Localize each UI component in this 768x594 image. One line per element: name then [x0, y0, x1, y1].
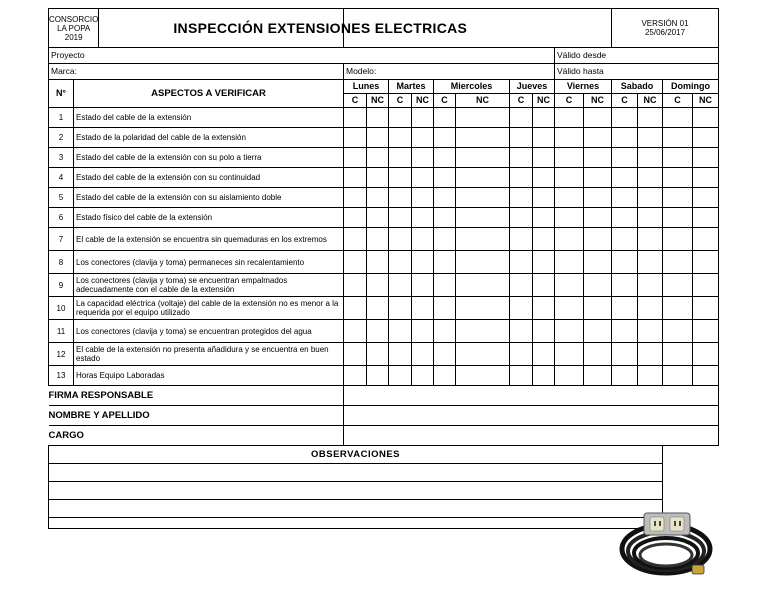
check-nc-cell[interactable] [367, 297, 389, 320]
nc-header: NC [412, 94, 434, 108]
check-c-cell[interactable] [389, 168, 412, 188]
check-nc-cell[interactable] [533, 108, 555, 128]
check-nc-cell[interactable] [367, 320, 389, 343]
item-number: 1 [49, 108, 74, 128]
check-nc-cell[interactable] [456, 188, 510, 208]
item-text: Los conectores (clavija y toma) se encuentran empalmados adecuadamente con el cable de la extensión [74, 274, 344, 297]
item-number: 9 [49, 274, 74, 297]
nc-header: NC [533, 94, 555, 108]
firma-field[interactable] [344, 386, 719, 406]
inspection-sheet [48, 8, 718, 584]
check-nc-cell[interactable] [638, 148, 663, 168]
day-header: Domingo [663, 80, 719, 94]
check-nc-cell[interactable] [638, 188, 663, 208]
check-c-cell[interactable] [389, 228, 412, 251]
check-c-cell[interactable] [510, 343, 533, 366]
org-cell [49, 9, 468, 48]
proyecto-cell[interactable] [49, 48, 555, 64]
marca-cell[interactable] [49, 64, 344, 80]
nombre-field[interactable] [344, 406, 719, 426]
check-nc-cell[interactable] [693, 208, 719, 228]
check-nc-cell[interactable] [456, 366, 510, 386]
check-nc-cell[interactable] [693, 251, 719, 274]
check-nc-cell[interactable] [412, 148, 434, 168]
day-header: Miercoles [434, 80, 510, 94]
check-c-cell[interactable] [434, 343, 456, 366]
item-number: 4 [49, 168, 74, 188]
check-nc-cell[interactable] [412, 251, 434, 274]
check-nc-cell[interactable] [367, 343, 389, 366]
check-nc-cell[interactable] [456, 251, 510, 274]
check-c-cell[interactable] [555, 366, 584, 386]
check-c-cell[interactable] [663, 168, 693, 188]
check-c-cell[interactable] [434, 297, 456, 320]
marca-label: Marca: [51, 66, 77, 76]
valido-desde-cell[interactable] [555, 48, 719, 64]
check-nc-cell[interactable] [533, 274, 555, 297]
version-cell [612, 9, 719, 48]
check-c-cell[interactable] [612, 208, 638, 228]
check-nc-cell[interactable] [693, 148, 719, 168]
check-nc-cell[interactable] [456, 274, 510, 297]
check-c-cell[interactable] [510, 108, 533, 128]
cargo-field[interactable] [344, 426, 719, 446]
check-c-cell[interactable] [389, 297, 412, 320]
item-text: La capacidad eléctrica (voltaje) del cable de la extensión no es menor a la requerida por el equipo utilizado [74, 297, 344, 320]
check-c-cell[interactable] [344, 366, 367, 386]
check-c-cell[interactable] [389, 251, 412, 274]
day-header: Viernes [555, 80, 612, 94]
check-c-cell[interactable] [663, 343, 693, 366]
item-number: 12 [49, 343, 74, 366]
check-c-cell[interactable] [434, 148, 456, 168]
check-c-cell[interactable] [612, 366, 638, 386]
observaciones-line[interactable] [49, 464, 663, 482]
check-c-cell[interactable] [344, 251, 367, 274]
check-c-cell[interactable] [510, 251, 533, 274]
check-nc-cell[interactable] [533, 208, 555, 228]
check-nc-cell[interactable] [638, 320, 663, 343]
check-nc-cell[interactable] [533, 366, 555, 386]
c-header: C [389, 94, 412, 108]
table-row [49, 343, 719, 366]
check-nc-cell[interactable] [367, 366, 389, 386]
check-nc-cell[interactable] [412, 366, 434, 386]
check-c-cell[interactable] [555, 148, 584, 168]
num-header: N° [49, 80, 74, 108]
check-nc-cell[interactable] [584, 188, 612, 208]
firma-label: FIRMA RESPONSABLE [49, 386, 344, 406]
table-row [49, 108, 719, 128]
check-c-cell[interactable] [612, 168, 638, 188]
item-number: 3 [49, 148, 74, 168]
check-nc-cell[interactable] [638, 297, 663, 320]
nc-header: NC [456, 94, 510, 108]
check-c-cell[interactable] [555, 128, 584, 148]
check-nc-cell[interactable] [456, 168, 510, 188]
check-nc-cell[interactable] [456, 108, 510, 128]
item-text: Estado físico del cable de la extensión [74, 208, 344, 228]
item-text: Estado del cable de la extensión con su aislamiento doble [74, 188, 344, 208]
observaciones-line[interactable] [49, 482, 663, 500]
check-c-cell[interactable] [555, 188, 584, 208]
check-c-cell[interactable] [555, 251, 584, 274]
item-text: Estado de la polaridad del cable de la extensión [74, 128, 344, 148]
check-c-cell[interactable] [389, 188, 412, 208]
check-nc-cell[interactable] [584, 366, 612, 386]
check-nc-cell[interactable] [367, 188, 389, 208]
check-nc-cell[interactable] [533, 128, 555, 148]
check-nc-cell[interactable] [367, 148, 389, 168]
check-nc-cell[interactable] [412, 128, 434, 148]
check-c-cell[interactable] [434, 320, 456, 343]
check-nc-cell[interactable] [693, 128, 719, 148]
table-row [49, 208, 719, 228]
check-c-cell[interactable] [344, 148, 367, 168]
check-nc-cell[interactable] [367, 274, 389, 297]
nc-header: NC [584, 94, 612, 108]
check-c-cell[interactable] [663, 188, 693, 208]
item-number: 6 [49, 208, 74, 228]
check-nc-cell[interactable] [412, 297, 434, 320]
check-nc-cell[interactable] [584, 251, 612, 274]
check-c-cell[interactable] [344, 128, 367, 148]
check-c-cell[interactable] [344, 343, 367, 366]
item-number: 2 [49, 128, 74, 148]
check-c-cell[interactable] [555, 108, 584, 128]
check-nc-cell[interactable] [693, 228, 719, 251]
check-c-cell[interactable] [389, 208, 412, 228]
valido-desde-label: Válido desde [557, 50, 607, 60]
check-c-cell[interactable] [555, 168, 584, 188]
check-c-cell[interactable] [612, 148, 638, 168]
page-title: INSPECCIÓN EXTENSIONES ELECTRICAS [173, 19, 468, 36]
day-header: Sabado [612, 80, 663, 94]
check-nc-cell[interactable] [456, 343, 510, 366]
check-nc-cell[interactable] [693, 297, 719, 320]
check-nc-cell[interactable] [638, 168, 663, 188]
nombre-label: NOMBRE Y APELLIDO [49, 406, 344, 426]
check-nc-cell[interactable] [584, 208, 612, 228]
check-nc-cell[interactable] [367, 208, 389, 228]
check-nc-cell[interactable] [412, 188, 434, 208]
item-number: 13 [49, 366, 74, 386]
check-c-cell[interactable] [389, 320, 412, 343]
check-nc-cell[interactable] [638, 366, 663, 386]
check-c-cell[interactable] [434, 188, 456, 208]
check-nc-cell[interactable] [584, 274, 612, 297]
item-text: Los conectores (clavija y toma) se encuentran protegidos del agua [74, 320, 344, 343]
check-c-cell[interactable] [612, 128, 638, 148]
item-number: 7 [49, 228, 74, 251]
check-nc-cell[interactable] [367, 128, 389, 148]
check-nc-cell[interactable] [533, 228, 555, 251]
check-nc-cell[interactable] [533, 297, 555, 320]
check-c-cell[interactable] [555, 208, 584, 228]
check-c-cell[interactable] [510, 168, 533, 188]
observaciones-header: OBSERVACIONES [49, 446, 663, 464]
c-header: C [344, 94, 367, 108]
check-nc-cell[interactable] [533, 251, 555, 274]
check-c-cell[interactable] [663, 274, 693, 297]
check-c-cell[interactable] [389, 366, 412, 386]
check-c-cell[interactable] [434, 108, 456, 128]
check-c-cell[interactable] [663, 251, 693, 274]
check-c-cell[interactable] [510, 208, 533, 228]
check-c-cell[interactable] [555, 297, 584, 320]
check-c-cell[interactable] [612, 320, 638, 343]
check-c-cell[interactable] [344, 320, 367, 343]
check-nc-cell[interactable] [533, 343, 555, 366]
check-c-cell[interactable] [389, 274, 412, 297]
table-row [49, 251, 719, 274]
check-nc-cell[interactable] [638, 128, 663, 148]
check-c-cell[interactable] [434, 128, 456, 148]
check-nc-cell[interactable] [584, 343, 612, 366]
check-nc-cell[interactable] [584, 320, 612, 343]
check-c-cell[interactable] [663, 320, 693, 343]
c-header: C [555, 94, 584, 108]
check-c-cell[interactable] [434, 251, 456, 274]
check-c-cell[interactable] [663, 108, 693, 128]
check-c-cell[interactable] [344, 188, 367, 208]
check-c-cell[interactable] [663, 297, 693, 320]
check-nc-cell[interactable] [412, 320, 434, 343]
day-header: Jueves [510, 80, 555, 94]
check-c-cell[interactable] [663, 228, 693, 251]
inspection-table [48, 8, 719, 529]
check-nc-cell[interactable] [638, 108, 663, 128]
check-nc-cell[interactable] [584, 148, 612, 168]
check-c-cell[interactable] [434, 274, 456, 297]
check-c-cell[interactable] [555, 343, 584, 366]
check-c-cell[interactable] [344, 168, 367, 188]
check-nc-cell[interactable] [367, 251, 389, 274]
c-header: C [663, 94, 693, 108]
check-c-cell[interactable] [663, 128, 693, 148]
check-c-cell[interactable] [344, 274, 367, 297]
c-header: C [510, 94, 533, 108]
check-nc-cell[interactable] [638, 228, 663, 251]
item-number: 5 [49, 188, 74, 208]
item-text: El cable de la extensión se encuentra sin quemaduras en los extremos [74, 228, 344, 251]
check-nc-cell[interactable] [412, 168, 434, 188]
check-nc-cell[interactable] [693, 168, 719, 188]
check-nc-cell[interactable] [456, 128, 510, 148]
day-header: Martes [389, 80, 434, 94]
check-c-cell[interactable] [434, 228, 456, 251]
check-nc-cell[interactable] [367, 168, 389, 188]
check-nc-cell[interactable] [456, 228, 510, 251]
table-row [49, 274, 719, 297]
check-nc-cell[interactable] [412, 108, 434, 128]
check-c-cell[interactable] [555, 228, 584, 251]
check-nc-cell[interactable] [533, 168, 555, 188]
check-nc-cell[interactable] [412, 208, 434, 228]
check-c-cell[interactable] [510, 297, 533, 320]
proyecto-label: Proyecto [51, 50, 85, 60]
check-c-cell[interactable] [510, 148, 533, 168]
check-nc-cell[interactable] [693, 274, 719, 297]
version-date: 25/06/2017 [644, 28, 686, 37]
org-year: 2019 [64, 32, 83, 42]
nc-header: NC [367, 94, 389, 108]
item-text: El cable de la extensión no presenta añadidura y se encuentra en buen estado [74, 343, 344, 366]
check-nc-cell[interactable] [533, 188, 555, 208]
check-nc-cell[interactable] [412, 274, 434, 297]
check-c-cell[interactable] [612, 343, 638, 366]
check-nc-cell[interactable] [412, 343, 434, 366]
aspects-header: ASPECTOS A VERIFICAR [74, 80, 344, 108]
check-nc-cell[interactable] [638, 274, 663, 297]
check-nc-cell[interactable] [584, 128, 612, 148]
table-row [49, 320, 719, 343]
modelo-cell[interactable] [344, 64, 555, 80]
check-c-cell[interactable] [510, 366, 533, 386]
check-c-cell[interactable] [389, 128, 412, 148]
check-nc-cell[interactable] [638, 208, 663, 228]
valido-hasta-cell[interactable] [555, 64, 719, 80]
table-row [49, 188, 719, 208]
check-c-cell[interactable] [510, 274, 533, 297]
check-c-cell[interactable] [612, 188, 638, 208]
item-text: Horas Equipo Laboradas [74, 366, 344, 386]
check-c-cell[interactable] [510, 228, 533, 251]
check-nc-cell[interactable] [584, 297, 612, 320]
check-c-cell[interactable] [612, 297, 638, 320]
check-c-cell[interactable] [389, 148, 412, 168]
check-nc-cell[interactable] [456, 148, 510, 168]
valido-hasta-label: Válido hasta [557, 66, 604, 76]
item-text: Estado del cable de la extensión con su polo a tierra [74, 148, 344, 168]
check-nc-cell[interactable] [638, 251, 663, 274]
table-row [49, 128, 719, 148]
check-c-cell[interactable] [344, 228, 367, 251]
nc-header: NC [638, 94, 663, 108]
observaciones-line[interactable] [49, 500, 663, 518]
item-text: Estado del cable de la extensión con su continuidad [74, 168, 344, 188]
check-c-cell[interactable] [434, 168, 456, 188]
extension-cord-icon [616, 499, 720, 583]
check-c-cell[interactable] [389, 343, 412, 366]
item-text: Los conectores (clavija y toma) permaneces sin recalentamiento [74, 251, 344, 274]
table-row [49, 297, 719, 320]
check-nc-cell[interactable] [693, 320, 719, 343]
version-label: VERSIÓN 01 [641, 19, 689, 28]
check-nc-cell[interactable] [456, 320, 510, 343]
table-row [49, 366, 719, 386]
check-c-cell[interactable] [510, 128, 533, 148]
table-row [49, 168, 719, 188]
check-nc-cell[interactable] [693, 108, 719, 128]
check-nc-cell[interactable] [367, 108, 389, 128]
table-row [49, 228, 719, 251]
observaciones-line[interactable] [49, 518, 663, 529]
check-nc-cell[interactable] [584, 108, 612, 128]
check-c-cell[interactable] [344, 208, 367, 228]
check-c-cell[interactable] [344, 297, 367, 320]
org-name: CONSORCIO LA POPA [49, 14, 99, 33]
c-header: C [434, 94, 456, 108]
c-header: C [612, 94, 638, 108]
day-header: Lunes [344, 80, 389, 94]
check-nc-cell[interactable] [693, 188, 719, 208]
check-c-cell[interactable] [663, 366, 693, 386]
check-nc-cell[interactable] [533, 148, 555, 168]
check-nc-cell[interactable] [584, 228, 612, 251]
check-nc-cell[interactable] [533, 320, 555, 343]
check-c-cell[interactable] [663, 208, 693, 228]
check-nc-cell[interactable] [693, 343, 719, 366]
check-c-cell[interactable] [612, 274, 638, 297]
check-c-cell[interactable] [612, 228, 638, 251]
check-c-cell[interactable] [612, 251, 638, 274]
cargo-label: CARGO [49, 426, 344, 446]
check-nc-cell[interactable] [367, 228, 389, 251]
check-nc-cell[interactable] [412, 228, 434, 251]
check-nc-cell[interactable] [584, 168, 612, 188]
item-number: 8 [49, 251, 74, 274]
item-number: 10 [49, 297, 74, 320]
item-number: 11 [49, 320, 74, 343]
check-c-cell[interactable] [510, 320, 533, 343]
check-c-cell[interactable] [344, 108, 367, 128]
check-c-cell[interactable] [555, 320, 584, 343]
check-c-cell[interactable] [663, 148, 693, 168]
check-c-cell[interactable] [434, 208, 456, 228]
check-nc-cell[interactable] [693, 366, 719, 386]
check-c-cell[interactable] [510, 188, 533, 208]
item-text: Estado del cable de la extensión [74, 108, 344, 128]
check-nc-cell[interactable] [456, 208, 510, 228]
table-row [49, 148, 719, 168]
check-c-cell[interactable] [612, 108, 638, 128]
modelo-label: Modelo: [346, 66, 377, 76]
check-nc-cell[interactable] [638, 343, 663, 366]
check-nc-cell[interactable] [456, 297, 510, 320]
nc-header: NC [693, 94, 719, 108]
check-c-cell[interactable] [555, 274, 584, 297]
check-c-cell[interactable] [389, 108, 412, 128]
check-c-cell[interactable] [434, 366, 456, 386]
